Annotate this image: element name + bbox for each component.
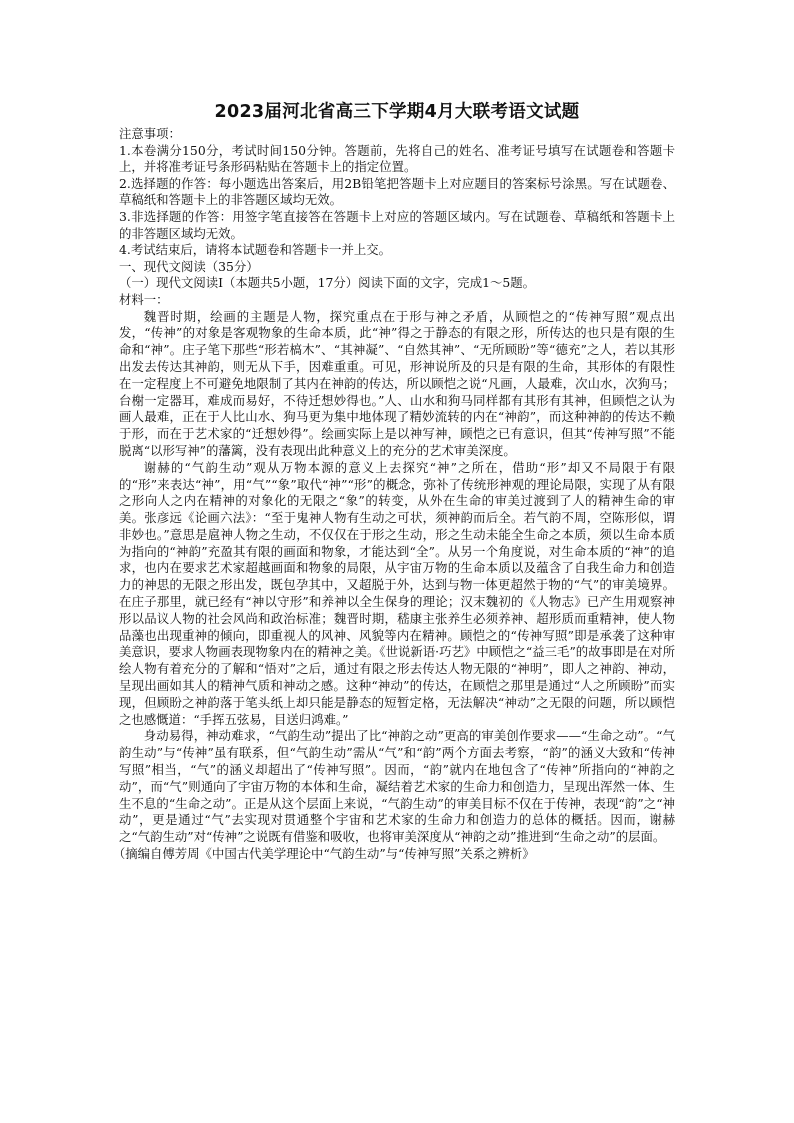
- subpart-heading: （一）现代文阅读Ⅰ（本题共5小题，17分）阅读下面的文字，完成1～5题。: [119, 275, 536, 291]
- material-body: [119, 309, 675, 847]
- notice-heading: 注意事项：: [119, 126, 181, 141]
- exam-page: [112, 100, 675, 863]
- paragraph-3: 身动易得，神动难求，“气韵生动”提出了比“神韵之动”更高的审美创作要求——“生命之动”。“气韵生动”与“传神”虽有联系，但“气韵生动”需从“气”和“韵”两个方面去考察，“韵”的涵义大致和“传神写照”相当，“气”的涵义却超出了“传神写照”。因而，“韵”就内在地包含了“传神”所指向的“神韵之动”，而“气”则通向了宇宙万物的本体和生命，凝结着艺术家的生命力和创造力，呈现出浑然一体、生生不息的“生命之动”。正是从这个层面上来说，“气韵生动”的审美目标不仅在于传神，表现“韵”之“神动”，更是通过“气”去实现对贯通整个宇宙和艺术家的生命力和创造力的总体的概括。因而，谢赫之“气韵生动”对“传神”之说既有借鉴和吸收，也将审美深度从“神韵之动”推进到“生命之动”的层面。: [119, 728, 675, 845]
- source-citation: （摘编自傅芳周《中国古代美学理论中“气韵生动”与“传神写照”关系之辨析》: [112, 846, 535, 862]
- part-heading: 一、现代文阅读（35分）: [119, 258, 259, 274]
- notice-block: [119, 126, 675, 259]
- paragraph-1: 魏晋时期，绘画的主题是人物，探究重点在于形与神之矛盾，从顾恺之的“传神写照”观点出发，“传神”的对象是客观物象的生命本质，此“神”得之于静态的有限之形，所传达的也只是有限的生命和“神”。庄子笔下那些“形若槁木”、“其神凝”、“自然其神”、“无所顾盼”等“德充”之人，若以其形出发去传达其神韵，则无从下手，因难重重。可见，形神说所及的只是有限的生命，其形体的有限性在一定程度上不可避免地限制了其内在神韵的传达，所以顾恺之说“凡画，人最难，次山水，次狗马；台榭一定器耳，难成而易好，不待迁想妙得也。”人、山水和狗马同样都有其形有其神，但顾恺之认为画人最难，正在于人比山水、狗马更为集中地体现了精妙流转的内在“神韵”，而这种神韵的传达不赖于形，而在于艺术家的“迁想妙得”。绘画实际上是以神写神，顾恺之已有意识，但其“传神写照”不能脱离“以形写神”的藩篱，没有表现出此种意义上的充分的艺术审美深度。: [119, 308, 675, 458]
- exam-title: 2023届河北省高三下学期4月大联考语文试题: [214, 102, 580, 122]
- material-label: 材料一：: [119, 291, 169, 307]
- notice-item-2: 2.选择题的作答：每小题选出答案后，用2B铅笔把答题卡上对应题目的答案标号涂黑。写在试题卷、草稿纸和答题卡上的非答题区域均无效。: [119, 175, 675, 208]
- notice-item-4: 4.考试结束后，请将本试题卷和答题卡一并上交。: [119, 242, 392, 258]
- section-header: [119, 259, 675, 309]
- paragraph-2: 谢赫的“气韵生动”观从万物本源的意义上去探究“神”之所在，借助“形”却又不局限于有限的“形”来表达“神”，用“气”“象”取代“神”“形”的概念，弥补了传统形神观的理论局限，实现了从有限之形向人之内在精神的对象化的无限之“象”的转变，从外在生命的审美过渡到了人的精神生命的审美。张彦远《论画六法》：“至于鬼神人物有生动之可状，须神韵而后全。若气韵不周，空陈形似，谓非妙也。”意思是扈神人物之生动，不仅仅在于形之生动，形之生动未能全生命之本质，须以生命本质为指向的“神韵”充盈其有限的画面和物象，才能达到“全”。从另一个角度说，对生命本质的“神”的追求，也内在要求艺术家超越画面和物象的局限，从宇宙万物的生命本质以及蕴含了自我生命力和创造力的神思的无限之形出发，既包孕其中，又超脱于外，达到与物一体更超然于物的“气”的审美境界。在庄子那里，就已经有“神以守形”和养神以全生保身的理论；汉末魏初的《人物志》已产生用观察神形以品议人物的社会风尚和政治标准；魏晋时期，嵇康主张养生必须养神、超形质而重精神，使人物品藻也出现重神的倾向，即重视人的风神、风貌等内在精神。顾恺之的“传神写照”即是承袭了这种审美意识，要求人物画表现物象内在的精神之美。《世说新语·巧艺》中顾恺之“益三毛”的故事即是在对所绘人物有着充分的了解和“悟对”之后，通过有限之形去传达人物无限的“神明”，即人之神韵、神动，呈现出画如其人的精神气质和神动之感。这种“神动”的传达，在顾恺之那里是通过“人之所顾盼”而实现，但顾盼之神韵落于笔头纸上却只能是静态的短暂定格，无法解决“神动”之无限的问题，所以顾恺之也感慨道：“手挥五弦易，目送归鸿难。”: [119, 459, 675, 727]
- notice-item-3: 3.非选择题的作答：用签字笔直接答在答题卡上对应的答题区域内。写在试题卷、草稿纸和答题卡上的非答题区域均无效。: [119, 208, 675, 241]
- notice-item-1: 1.本卷满分150分，考试时间150分钟。答题前，先将自己的姓名、准考证号填写在试题卷和答题卡上，并将准考证号条形码粘贴在答题卡上的指定位置。: [119, 142, 675, 175]
